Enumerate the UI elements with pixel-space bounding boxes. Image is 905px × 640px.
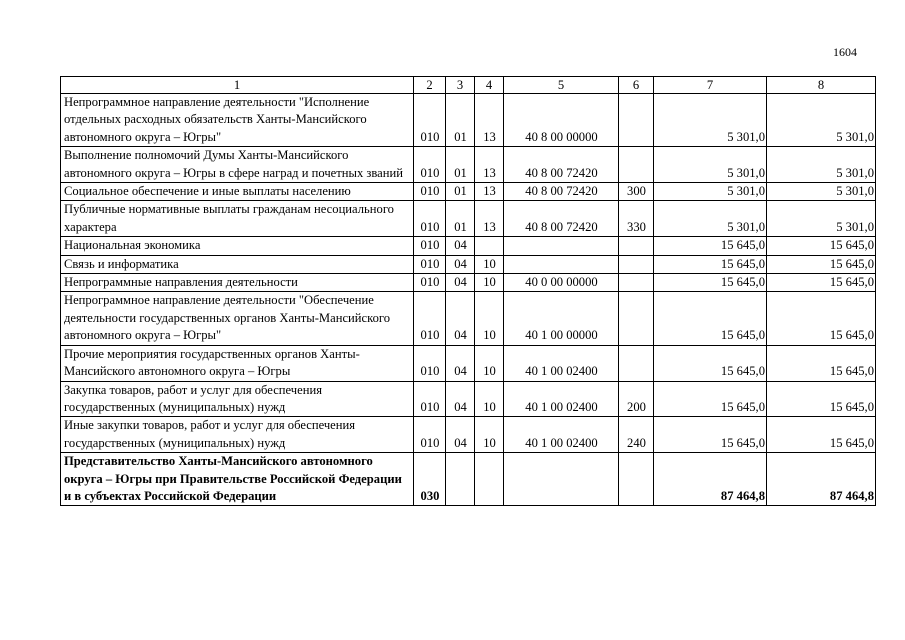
row-rz-cell: 01 xyxy=(446,94,475,147)
row-name-cell: Закупка товаров, работ и услуг для обеспечения государственных (муниципальных) нужд xyxy=(61,381,414,417)
row-csr-cell: 40 0 00 00000 xyxy=(504,274,619,292)
row-pr-cell xyxy=(475,237,504,255)
row-csr-cell: 40 8 00 00000 xyxy=(504,94,619,147)
row-sum-1-cell: 5 301,0 xyxy=(654,201,767,237)
page-number: 1604 xyxy=(833,45,857,59)
row-vr-cell xyxy=(619,237,654,255)
row-grbs-cell: 030 xyxy=(414,453,446,506)
table-header-row xyxy=(61,77,876,94)
row-csr-cell xyxy=(504,255,619,273)
row-rz-cell: 04 xyxy=(446,381,475,417)
row-grbs-cell: 010 xyxy=(414,345,446,381)
table-row xyxy=(61,183,876,201)
row-rz-cell: 04 xyxy=(446,274,475,292)
row-grbs-cell: 010 xyxy=(414,255,446,273)
row-grbs-cell: 010 xyxy=(414,292,446,345)
row-sum-1-cell: 15 645,0 xyxy=(654,292,767,345)
row-name-cell: Непрограммные направления деятельности xyxy=(61,274,414,292)
col-header-4: 4 xyxy=(475,77,504,94)
row-vr-cell xyxy=(619,453,654,506)
row-sum-2-cell: 15 645,0 xyxy=(767,237,876,255)
col-header-1: 1 xyxy=(61,77,414,94)
row-sum-1-cell: 15 645,0 xyxy=(654,255,767,273)
row-sum-1-cell: 15 645,0 xyxy=(654,237,767,255)
row-vr-cell xyxy=(619,274,654,292)
row-pr-cell: 10 xyxy=(475,417,504,453)
row-vr-cell xyxy=(619,255,654,273)
row-sum-1-cell: 87 464,8 xyxy=(654,453,767,506)
row-csr-cell: 40 1 00 02400 xyxy=(504,345,619,381)
row-vr-cell: 300 xyxy=(619,183,654,201)
row-vr-cell: 240 xyxy=(619,417,654,453)
row-name-cell: Непрограммное направление деятельности "Исполнение отдельных расходных обязательств Ханты-Мансийского автономного округа – Югры" xyxy=(61,94,414,147)
row-pr-cell: 13 xyxy=(475,201,504,237)
row-csr-cell: 40 8 00 72420 xyxy=(504,183,619,201)
row-csr-cell: 40 8 00 72420 xyxy=(504,201,619,237)
row-pr-cell: 10 xyxy=(475,255,504,273)
table-row xyxy=(61,345,876,381)
table-row xyxy=(61,417,876,453)
row-sum-2-cell: 15 645,0 xyxy=(767,274,876,292)
row-pr-cell: 13 xyxy=(475,147,504,183)
table-row xyxy=(61,147,876,183)
row-vr-cell xyxy=(619,94,654,147)
col-header-3: 3 xyxy=(446,77,475,94)
col-header-5: 5 xyxy=(504,77,619,94)
row-pr-cell: 13 xyxy=(475,94,504,147)
row-rz-cell: 01 xyxy=(446,201,475,237)
row-sum-2-cell: 15 645,0 xyxy=(767,345,876,381)
row-sum-1-cell: 5 301,0 xyxy=(654,183,767,201)
row-sum-1-cell: 5 301,0 xyxy=(654,94,767,147)
table-row xyxy=(61,292,876,345)
row-pr-cell: 10 xyxy=(475,274,504,292)
row-sum-1-cell: 15 645,0 xyxy=(654,417,767,453)
row-name-cell: Представительство Ханты-Мансийского автономного округа – Югры при Правительстве Российской Федерации и в субъектах Российской Федерации xyxy=(61,453,414,506)
row-sum-2-cell: 5 301,0 xyxy=(767,183,876,201)
row-rz-cell: 04 xyxy=(446,417,475,453)
table-row xyxy=(61,255,876,273)
row-csr-cell xyxy=(504,237,619,255)
row-name-cell: Национальная экономика xyxy=(61,237,414,255)
col-header-7: 7 xyxy=(654,77,767,94)
row-pr-cell xyxy=(475,453,504,506)
row-name-cell: Иные закупки товаров, работ и услуг для обеспечения государственных (муниципальных) нужд xyxy=(61,417,414,453)
row-vr-cell xyxy=(619,345,654,381)
col-header-8: 8 xyxy=(767,77,876,94)
row-sum-2-cell: 87 464,8 xyxy=(767,453,876,506)
row-sum-2-cell: 5 301,0 xyxy=(767,201,876,237)
table-row xyxy=(61,237,876,255)
row-name-cell: Социальное обеспечение и иные выплаты населению xyxy=(61,183,414,201)
table-body xyxy=(61,94,876,506)
row-csr-cell xyxy=(504,453,619,506)
row-rz-cell: 04 xyxy=(446,255,475,273)
row-vr-cell: 200 xyxy=(619,381,654,417)
row-csr-cell: 40 1 00 02400 xyxy=(504,417,619,453)
row-vr-cell xyxy=(619,147,654,183)
row-name-cell: Публичные нормативные выплаты гражданам несоциального характера xyxy=(61,201,414,237)
row-sum-2-cell: 5 301,0 xyxy=(767,94,876,147)
col-header-6: 6 xyxy=(619,77,654,94)
row-sum-2-cell: 5 301,0 xyxy=(767,147,876,183)
row-csr-cell: 40 1 00 02400 xyxy=(504,381,619,417)
row-vr-cell xyxy=(619,292,654,345)
row-sum-1-cell: 15 645,0 xyxy=(654,274,767,292)
budget-table xyxy=(60,76,876,506)
row-name-cell: Непрограммное направление деятельности "Обеспечение деятельности государственных органов Ханты-Мансийского автономного округа – Югры" xyxy=(61,292,414,345)
row-pr-cell: 10 xyxy=(475,292,504,345)
row-grbs-cell: 010 xyxy=(414,237,446,255)
row-grbs-cell: 010 xyxy=(414,274,446,292)
table-row xyxy=(61,94,876,147)
row-rz-cell: 01 xyxy=(446,183,475,201)
row-name-cell: Прочие мероприятия государственных органов Ханты-Мансийского автономного округа – Югры xyxy=(61,345,414,381)
row-pr-cell: 13 xyxy=(475,183,504,201)
row-rz-cell: 04 xyxy=(446,345,475,381)
row-name-cell: Связь и информатика xyxy=(61,255,414,273)
row-rz-cell: 04 xyxy=(446,237,475,255)
row-grbs-cell: 010 xyxy=(414,201,446,237)
table-row xyxy=(61,274,876,292)
row-name-cell: Выполнение полномочий Думы Ханты-Мансийского автономного округа – Югры в сфере наград и почетных званий xyxy=(61,147,414,183)
row-pr-cell: 10 xyxy=(475,381,504,417)
row-sum-2-cell: 15 645,0 xyxy=(767,381,876,417)
row-rz-cell xyxy=(446,453,475,506)
row-vr-cell: 330 xyxy=(619,201,654,237)
row-rz-cell: 01 xyxy=(446,147,475,183)
row-sum-1-cell: 5 301,0 xyxy=(654,147,767,183)
table-row xyxy=(61,381,876,417)
row-sum-1-cell: 15 645,0 xyxy=(654,345,767,381)
row-sum-2-cell: 15 645,0 xyxy=(767,292,876,345)
row-sum-2-cell: 15 645,0 xyxy=(767,255,876,273)
row-grbs-cell: 010 xyxy=(414,417,446,453)
row-grbs-cell: 010 xyxy=(414,94,446,147)
table-row xyxy=(61,201,876,237)
row-grbs-cell: 010 xyxy=(414,381,446,417)
row-csr-cell: 40 1 00 00000 xyxy=(504,292,619,345)
row-sum-2-cell: 15 645,0 xyxy=(767,417,876,453)
row-csr-cell: 40 8 00 72420 xyxy=(504,147,619,183)
row-grbs-cell: 010 xyxy=(414,183,446,201)
row-grbs-cell: 010 xyxy=(414,147,446,183)
col-header-2: 2 xyxy=(414,77,446,94)
row-pr-cell: 10 xyxy=(475,345,504,381)
row-rz-cell: 04 xyxy=(446,292,475,345)
table-row xyxy=(61,453,876,506)
row-sum-1-cell: 15 645,0 xyxy=(654,381,767,417)
